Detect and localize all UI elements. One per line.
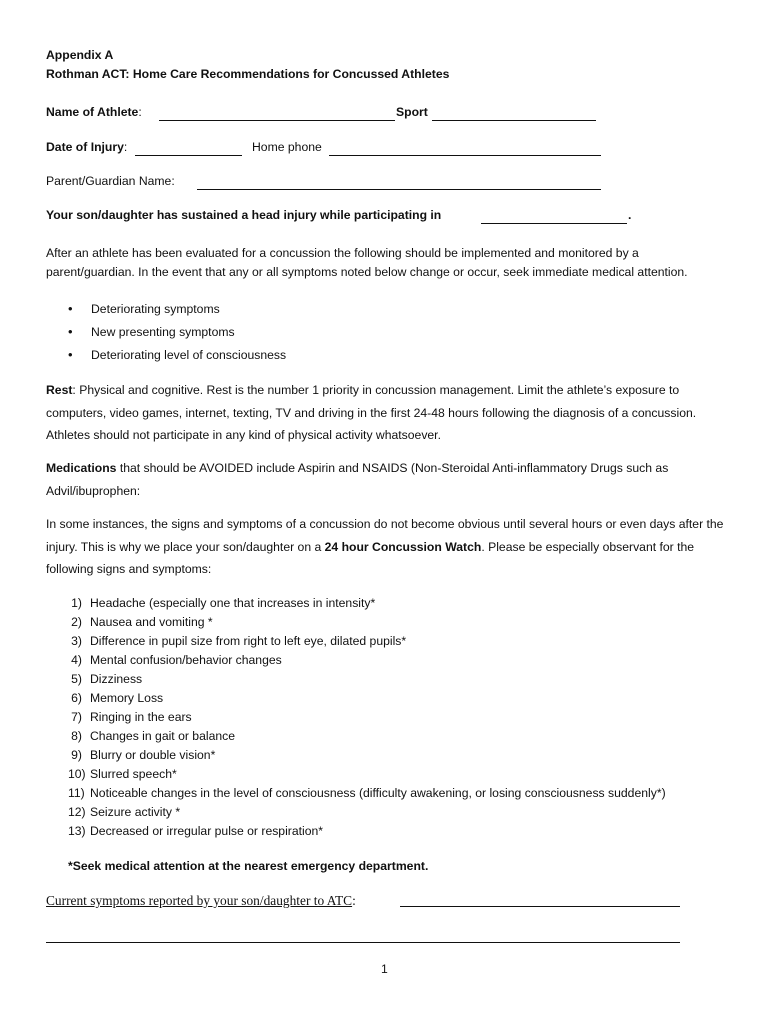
item-text: Seizure activity * [90, 805, 181, 819]
injury-statement-period: . [628, 208, 632, 222]
item-text: Decreased or irregular pulse or respiration* [90, 824, 324, 838]
watch-bold: 24 hour Concussion Watch [324, 539, 482, 554]
item-text: Blurry or double vision* [90, 748, 216, 762]
item-text: Dizziness [90, 672, 143, 686]
list-item [46, 765, 696, 784]
item-text: Difference in pupil size from right to left eye, dilated pupils* [90, 634, 407, 648]
item-number: 3) [71, 634, 82, 648]
injury-date-label: Date of Injury [46, 140, 124, 154]
list-item [46, 632, 696, 651]
item-number: 6) [71, 691, 82, 705]
list-item [46, 746, 696, 765]
item-text: Mental confusion/behavior changes [90, 653, 282, 667]
list-item [46, 822, 696, 841]
rest-paragraph [46, 379, 726, 447]
medications-paragraph [46, 457, 726, 502]
item-number: 7) [71, 710, 82, 724]
list-item [46, 803, 696, 822]
item-text: Memory Loss [90, 691, 164, 705]
document-title: Rothman ACT: Home Care Recommendations for Concussed Athletes [46, 67, 450, 81]
list-item [46, 727, 696, 746]
rest-text: : Physical and cognitive. Rest is the number 1 priority in concussion management. Limit the athlete’s exposure to computers, video games, internet, texting, TV and driving in the first 24-48 hours following the diagnosis of a concussion. Athletes should not participate in any kind of physical activity whatsoever. [46, 383, 697, 442]
current-symptoms-field[interactable] [400, 906, 680, 907]
item-number: 10) [68, 767, 86, 781]
item-number: 12) [68, 805, 86, 819]
list-item [46, 594, 696, 613]
athlete-name-field[interactable] [159, 120, 395, 121]
item-text: Ringing in the ears [90, 710, 192, 724]
item-number: 4) [71, 653, 82, 667]
item-text: Headache (especially one that increases in intensity* [90, 596, 376, 610]
current-symptoms-row [46, 893, 356, 909]
watch-text-before: In some instances, the signs and symptoms of a concussion do not become obvious until several hours or even days after the injury. This is why we place your son/daughter on a [46, 517, 724, 554]
item-text: Nausea and vomiting * [90, 615, 213, 629]
item-number: 5) [71, 672, 82, 686]
item-text: Changes in gait or balance [90, 729, 235, 743]
item-text: Slurred speech* [90, 767, 177, 781]
injury-statement [46, 208, 441, 222]
athlete-name-label: Name of Athlete [46, 105, 139, 119]
injury-date-row: Date of Injury: [46, 140, 128, 154]
appendix-label: Appendix A [46, 48, 114, 62]
medications-label: Medications [46, 461, 117, 475]
current-symptoms-label: Current symptoms reported by your son/daughter to ATC [46, 893, 353, 908]
item-number: 9) [71, 748, 82, 762]
page-number: 1 [381, 962, 388, 976]
list-item [46, 708, 696, 727]
guardian-name-field[interactable] [197, 189, 601, 190]
injury-date-field[interactable] [135, 155, 242, 156]
list-item: • Deteriorating level of consciousness [46, 346, 286, 369]
warning-list [46, 300, 286, 368]
intro-paragraph: After an athlete has been evaluated for a concussion the following should be implemented and monitored by a parent/guardian. In the event that any or all symptoms noted below change or occur, seek immediate medical attention. [46, 246, 688, 279]
current-symptoms-colon: : [352, 893, 356, 908]
medications-text: that should be AVOIDED include Aspirin and NSAIDS (Non-Steroidal Anti-inflammatory Drugs such as Advil/ibuprophen: [46, 461, 669, 498]
list-item [46, 613, 696, 632]
item-text: Noticeable changes in the level of consciousness (difficulty awakening, or losing consciousness suddenly*) [90, 786, 666, 800]
list-item [46, 689, 696, 708]
list-item: • Deteriorating symptoms [46, 300, 286, 323]
list-item [46, 651, 696, 670]
item-number: 2) [71, 615, 82, 629]
signs-list [46, 594, 696, 841]
home-phone-label: Home phone [252, 140, 322, 154]
item-number: 11) [68, 786, 85, 800]
guardian-label: Parent/Guardian Name: [46, 174, 175, 188]
concussion-watch-paragraph [46, 513, 726, 581]
watch-text-after: . Please be especially observant for the following signs and symptoms: [46, 539, 695, 576]
rest-label: Rest [46, 383, 73, 397]
seek-attention-note: *Seek medical attention at the nearest emergency department. [68, 859, 429, 873]
list-item: • New presenting symptoms [46, 323, 286, 346]
sport-field[interactable] [432, 120, 596, 121]
item-number: 8) [71, 729, 82, 743]
home-phone-field[interactable] [329, 155, 601, 156]
current-symptoms-field-line-2[interactable] [46, 942, 680, 943]
list-item [46, 670, 696, 689]
list-item [46, 784, 696, 803]
injury-statement-text: Your son/daughter has sustained a head injury while participating in [46, 208, 442, 222]
item-number: 1) [71, 596, 82, 610]
item-number: 13) [68, 824, 86, 838]
activity-field[interactable] [481, 223, 627, 224]
athlete-name-row: Name of Athlete: [46, 105, 142, 119]
sport-label: Sport [396, 105, 428, 119]
